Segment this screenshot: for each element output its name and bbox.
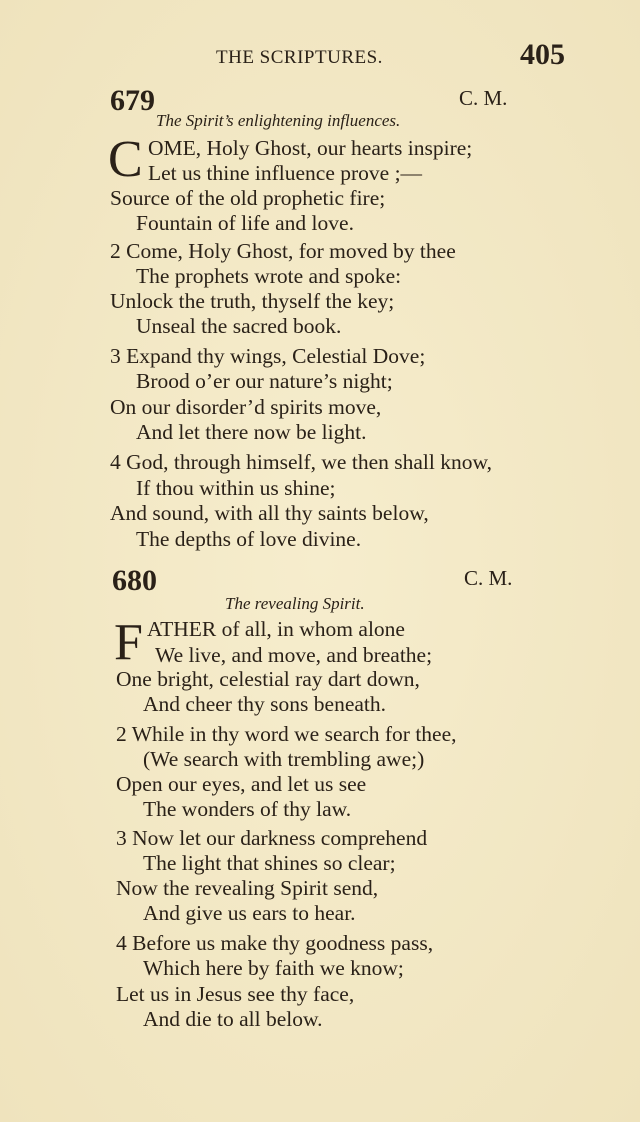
verse-line: Brood o’er our nature’s night; xyxy=(136,369,393,393)
verse-line: The light that shines so clear; xyxy=(143,851,396,875)
verse-line: Source of the old prophetic fire; xyxy=(110,186,386,210)
verse-line: 2 While in thy word we search for thee, xyxy=(116,722,457,746)
verse-line: Which here by faith we know; xyxy=(143,956,404,980)
verse-line: Fountain of life and love. xyxy=(136,211,354,235)
verse-line: The wonders of thy law. xyxy=(143,797,352,821)
hymn-number: 679 xyxy=(110,84,155,117)
verse-line: Open our eyes, and let us see xyxy=(116,772,367,796)
hymn-meter: C. M. xyxy=(459,86,508,110)
verse-line: Let us in Jesus see thy face, xyxy=(116,982,355,1006)
verse-line: We live, and move, and breathe; xyxy=(155,643,433,667)
verse-line: 2 Come, Holy Ghost, for moved by thee xyxy=(110,239,456,263)
verse-line: 4 God, through himself, we then shall know, xyxy=(110,450,492,474)
page-number: 405 xyxy=(520,38,565,71)
verse-line: 3 Now let our darkness comprehend xyxy=(116,826,428,850)
hymn-meter: C. M. xyxy=(464,566,513,590)
verse-line: ATHER of all, in whom alone xyxy=(147,617,405,641)
hymn-subtitle: The Spirit’s enlightening influences. xyxy=(156,111,401,130)
verse-line: And sound, with all thy saints below, xyxy=(110,501,429,525)
verse-line: If thou within us shine; xyxy=(136,476,336,500)
hymn-number: 680 xyxy=(112,564,157,597)
drop-cap: C xyxy=(108,131,143,188)
verse-line: One bright, celestial ray dart down, xyxy=(116,667,420,691)
verse-line: 4 Before us make thy goodness pass, xyxy=(116,931,434,955)
verse-line: OME, Holy Ghost, our hearts inspire; xyxy=(148,136,473,160)
verse-line: Now the revealing Spirit send, xyxy=(116,876,379,900)
verse-line: Unseal the sacred book. xyxy=(136,314,342,338)
drop-cap: F xyxy=(114,614,143,671)
verse-line: 3 Expand thy wings, Celestial Dove; xyxy=(110,344,426,368)
verse-line: Unlock the truth, thyself the key; xyxy=(110,289,395,313)
verse-line: The prophets wrote and spoke: xyxy=(136,264,402,288)
verse-line: And give us ears to hear. xyxy=(143,901,356,925)
verse-line: The depths of love divine. xyxy=(136,527,362,551)
verse-line: On our disorder’d spirits move, xyxy=(110,395,382,419)
verse-line: (We search with trembling awe;) xyxy=(143,747,425,771)
running-title: THE SCRIPTURES. xyxy=(216,47,383,68)
verse-line: Let us thine influence prove ;— xyxy=(148,161,423,185)
hymn-subtitle: The revealing Spirit. xyxy=(225,594,365,613)
verse-line: And cheer thy sons beneath. xyxy=(143,692,386,716)
verse-line: And die to all below. xyxy=(143,1007,323,1031)
verse-line: And let there now be light. xyxy=(136,420,367,444)
